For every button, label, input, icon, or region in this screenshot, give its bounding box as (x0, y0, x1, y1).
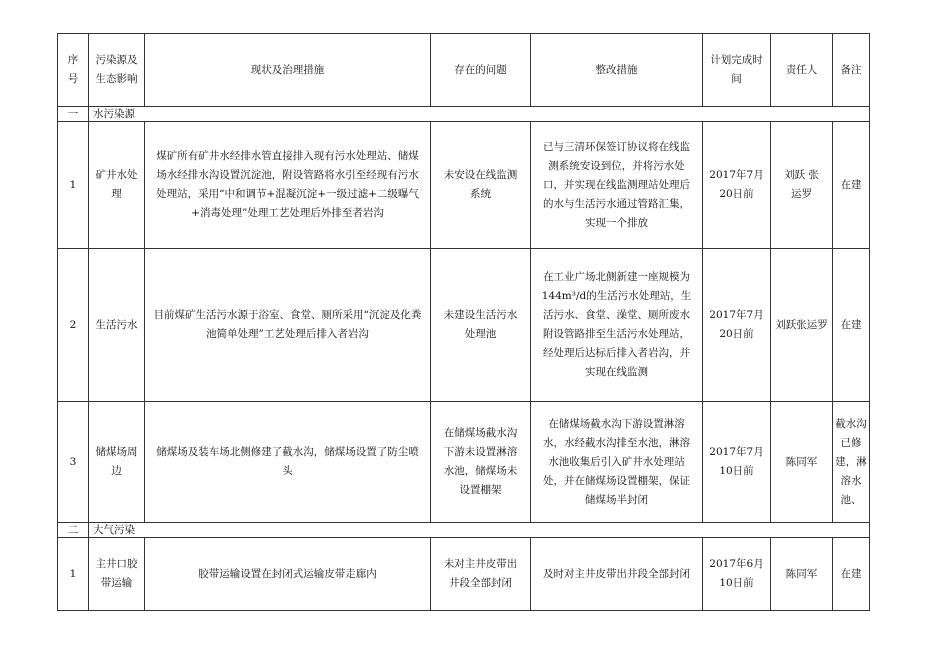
header-problem: 存在的问题 (431, 34, 531, 107)
row-person: 陈同军 (771, 402, 833, 523)
header-time: 计划完成时间 (703, 34, 771, 107)
row-status: 目前煤矿生活污水源于浴室、食堂、厕所采用“沉淀及化粪池简单处理”工艺处理后排入者岩沟 (145, 249, 431, 402)
row-measure: 在工业广场北侧新建一座规模为144m³/d的生活污水处理站，生活污水、食堂、澡堂、厕所废水附设管路排至生活污水处理站，经处理后达标后排入者岩沟，并实现在线监测 (531, 249, 703, 402)
row-measure: 已与三清环保签订协议将在线监测系统安设到位，并将污水处口，并实现在线监测理站处理后的水与生活污水通过管路汇集，实现一个排放 (531, 122, 703, 249)
header-status: 现状及治理措施 (145, 34, 431, 107)
row-time: 2017年7月20日前 (703, 122, 771, 249)
row-problem: 未建设生活污水处理池 (431, 249, 531, 402)
row-no: 2 (58, 249, 89, 402)
row-problem: 未安设在线监测系统 (431, 122, 531, 249)
header-no: 序号 (58, 34, 89, 107)
row-source: 储煤场周边 (89, 402, 145, 523)
row-status: 储煤场及装车场北侧修建了截水沟，储煤场设置了防尘喷头 (145, 402, 431, 523)
section-no: 一 (58, 107, 89, 122)
row-note (833, 402, 870, 523)
table-row (58, 122, 870, 249)
rectification-table (57, 33, 870, 611)
row-source: 矿井水处理 (89, 122, 145, 249)
row-no: 1 (58, 538, 89, 611)
header-measure: 整改措施 (531, 34, 703, 107)
row-note: 在建 (833, 122, 870, 249)
row-problem: 未对主井皮带出井段全部封闭 (431, 538, 531, 611)
row-time: 2017年6月10日前 (703, 538, 771, 611)
row-person: 刘跃 张运罗 (771, 122, 833, 249)
row-note: 在建 (833, 538, 870, 611)
table-row (58, 402, 870, 523)
row-time: 2017年7月20日前 (703, 249, 771, 402)
row-note-text: 截水沟已修建，淋溶水池、 (835, 417, 867, 506)
row-note: 在建 (833, 249, 870, 402)
section-title: 大气污染 (89, 523, 870, 538)
row-problem: 在储煤场截水沟下游未设置淋溶水池，储煤场未设置棚架 (431, 402, 531, 523)
row-status: 胶带运输设置在封闭式运输皮带走廊内 (145, 538, 431, 611)
header-row (58, 34, 870, 107)
row-time: 2017年7月10日前 (703, 402, 771, 523)
header-person: 责任人 (771, 34, 833, 107)
section-title: 水污染源 (89, 107, 870, 122)
row-no: 1 (58, 122, 89, 249)
row-measure: 及时对主井皮带出井段全部封闭 (531, 538, 703, 611)
table-row (58, 538, 870, 611)
section-row-water (58, 107, 870, 122)
header-note: 备注 (833, 34, 870, 107)
row-no: 3 (58, 402, 89, 523)
row-measure: 在储煤场截水沟下游设置淋溶水，水经截水沟排至水池，淋溶水池收集后引入矿井水处理站处，并在储煤场设置棚架，保证储煤场半封闭 (531, 402, 703, 523)
row-status: 煤矿所有矿井水经排水管直接排入现有污水处理站、储煤场水经排水沟设置沉淀池，附设管路将水引至经现有污水处理站，采用“中和调节+混凝沉淀+一级过滤+二级曝气+消毒处理”处理工艺处理后外排至者岩沟 (145, 122, 431, 249)
section-no: 二 (58, 523, 89, 538)
header-source: 污染源及生态影响 (89, 34, 145, 107)
table-row (58, 249, 870, 402)
section-row-air (58, 523, 870, 538)
row-source: 生活污水 (89, 249, 145, 402)
row-person: 陈同军 (771, 538, 833, 611)
row-source: 主井口胶带运输 (89, 538, 145, 611)
row-person: 刘跃张运罗 (771, 249, 833, 402)
